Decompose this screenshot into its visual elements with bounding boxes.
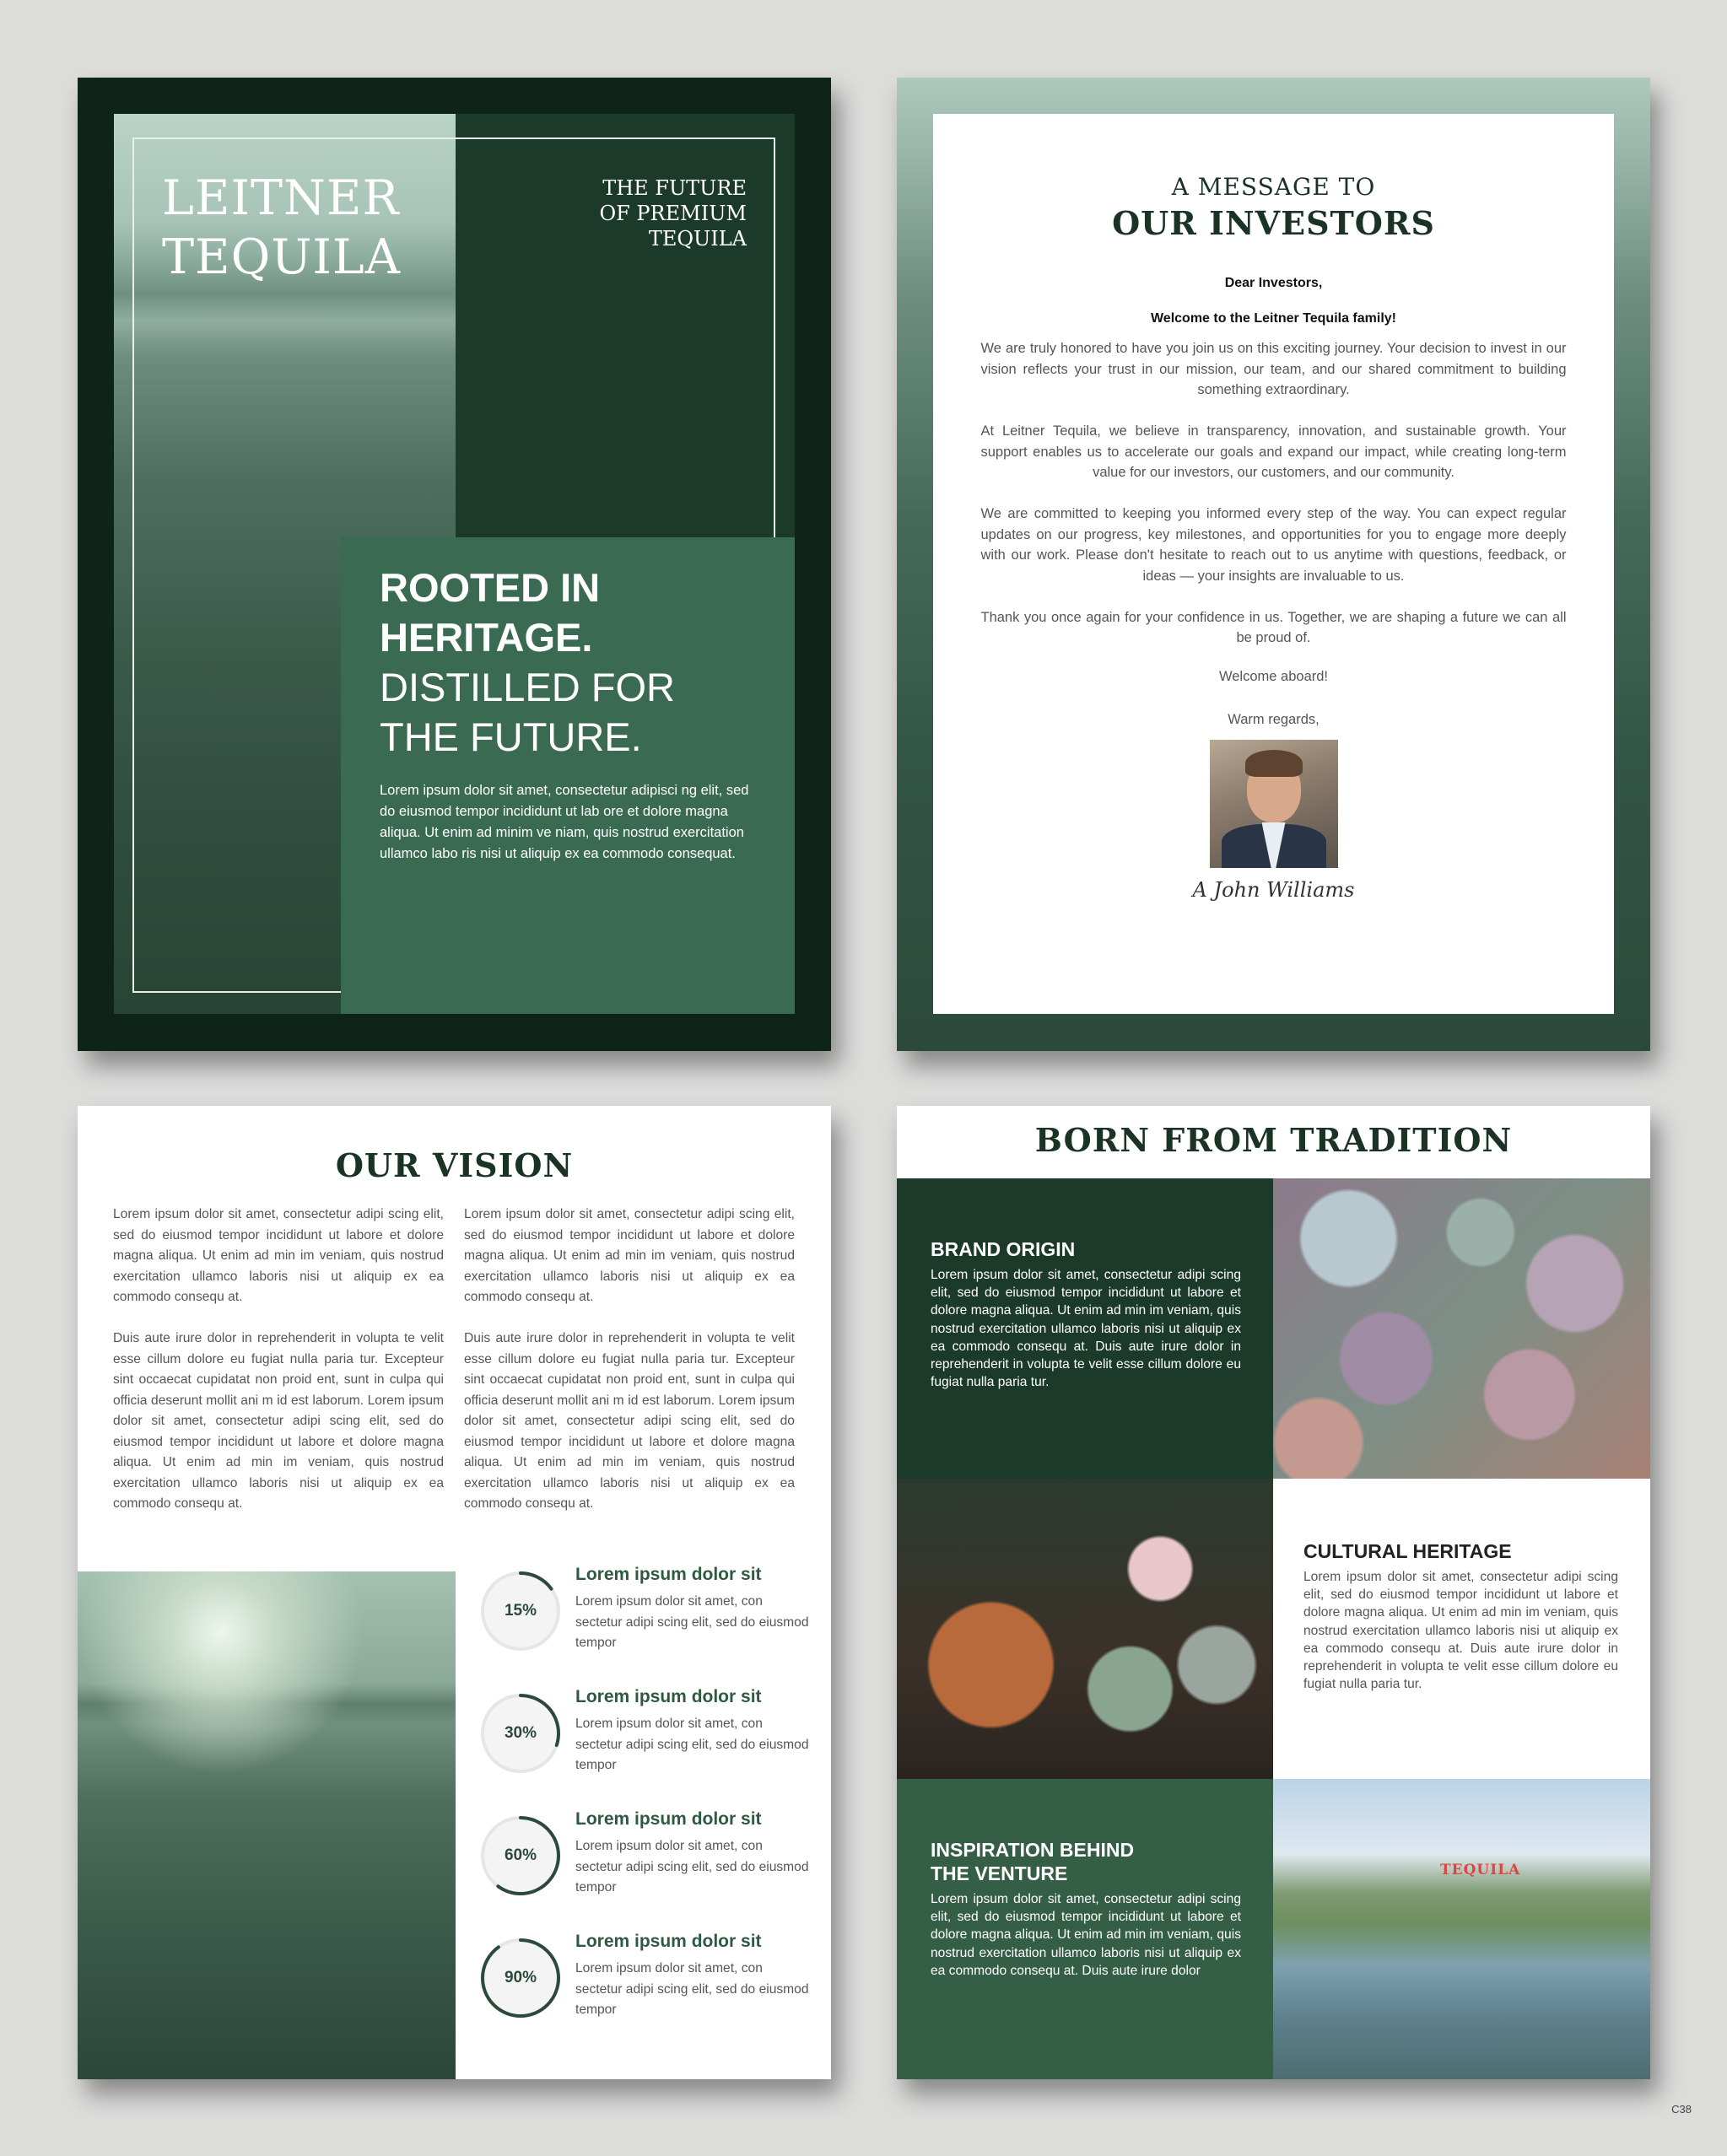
letter-paragraph: We are committed to keeping you informed every step of the way. You can expect regular updates on our progress, key milestones, and opportunities for you to engage more deeply with our work. Please don't hesitate to reach out to us anytime with questions, feedback, or ideas — your insights are invaluable to us. (980, 506, 1567, 584)
stat-title: Lorem ipsum dolor sit (575, 1809, 762, 1829)
inspiration-block (897, 1779, 1273, 2079)
letter-body (981, 338, 1567, 649)
stat-item (479, 1932, 817, 2041)
stat-title: Lorem ipsum dolor sit (575, 1932, 762, 1951)
letter-closing: Welcome aboard! (1218, 669, 1328, 684)
vision-column-left (113, 1205, 444, 1535)
tequila-sign: TEQUILA (1440, 1862, 1521, 1878)
stat-item (479, 1687, 817, 1797)
cover-headline-light: DISTILLED FOR THE FUTURE. (380, 665, 675, 759)
stat-text: Lorem ipsum dolor sit amet, con sectetur adipi scing elit, sed do eiusmod tempor (575, 1717, 809, 1772)
letter-greeting: Dear Investors, (1224, 276, 1323, 290)
cover-tagline: THE FUTURE OF PREMIUM TEQUILA (599, 176, 747, 251)
stat-percent: 90% (504, 1969, 537, 1986)
letter-regards: Warm regards, (1228, 712, 1320, 727)
ceo-signature: A John Williams (1192, 878, 1355, 902)
letter-paragraph: We are truly honored to have you join us on this exciting journey. Your decision to invest in our vision reflects your trust in our mission, our team, and our shared commitment to building something extraordinary. (980, 341, 1567, 397)
brand-origin-block (897, 1178, 1273, 1479)
progress-ring (479, 1814, 562, 1897)
progress-ring (479, 1570, 562, 1652)
progress-ring (479, 1937, 562, 2019)
investors-page (897, 78, 1650, 1051)
investors-kicker: A MESSAGE TO (1171, 173, 1376, 201)
stat-percent: 30% (504, 1724, 537, 1742)
stat-item (479, 1565, 817, 1674)
inspiration-text: Lorem ipsum dolor sit amet, consectetur adipi scing elit, sed do eiusmod tempor incididunt ut labore et dolore magna aliqua. Ut enim ad min im veniam, quis nostrud exercitation ullamco laboris nisi ut aliquip ex ea commodo consequ at. Duis aute irure dolor (931, 1892, 1241, 1978)
brand-origin-text: Lorem ipsum dolor sit amet, consectetur adipi scing elit, sed do eiusmod tempor incididunt ut labore et dolore magna aliqua. Ut enim ad min im veniam, quis nostrud exercitation ullamco laboris nisi ut aliquip ex ea commodo consequ at. Duis aute irure dolor in reprehenderit in volupta te velit esse cillum dolore eu fugiat nulla paria tur. (931, 1268, 1241, 1390)
ceo-portrait (1210, 740, 1338, 868)
cover-body-text: Lorem ipsum dolor sit amet, consectetur adipisci ng elit, sed do eiusmod tempor incididunt ut lab ore et dolore magna aliqua. Ut enim ad minim ve niam, quis nostrud exercitation ullamco labo ris nisi ut aliquip ex ea commodo consequat. (380, 783, 749, 861)
succulents-photo (1273, 1178, 1650, 1479)
vision-title: OUR VISION (335, 1146, 574, 1184)
cover-headline-box (341, 537, 795, 1014)
brand-origin-title: BRAND ORIGIN (931, 1238, 1076, 1260)
stat-title: Lorem ipsum dolor sit (575, 1565, 762, 1584)
progress-ring (479, 1692, 562, 1775)
brand-title: LEITNER TEQUILA (162, 170, 401, 285)
stat-text: Lorem ipsum dolor sit amet, con sectetur adipi scing elit, sed do eiusmod tempor (575, 1839, 809, 1895)
cultural-heritage-title: CULTURAL HERITAGE (1303, 1540, 1512, 1562)
letter-paragraph: Thank you once again for your confidence in us. Together, we are shaping a future we can all be proud of. (980, 609, 1567, 645)
vision-paragraph: Duis aute irure dolor in reprehenderit in volupta te velit esse cillum dolore eu fugiat nulla paria tur. Excepteur sint occaecat cupidatat non proid ent, sunt in culpa qui officia deserunt mollit ani m id est laborum. Lorem ipsum dolor sit amet, consectetur adipi scing elit, sed do eiusmod tempor incididunt ut labore et dolore magna aliqua. Ut enim ad min im veniam, quis nostrud exercitation ullamco laboris nisi ut aliquip ex ea commodo consequ at. (464, 1331, 795, 1511)
stat-text: Lorem ipsum dolor sit amet, con sectetur adipi scing elit, sed do eiusmod tempor (575, 1594, 809, 1650)
cultural-heritage-block (1273, 1479, 1650, 1779)
cover-headline-bold: ROOTED IN HERITAGE. (380, 565, 601, 660)
page-code: C38 (1671, 2103, 1692, 2116)
stat-percent: 60% (504, 1846, 537, 1864)
tradition-title: BORN FROM TRADITION (1034, 1121, 1513, 1159)
agave-sunrise-photo (78, 1571, 456, 2079)
investors-letter-sheet (933, 114, 1614, 1014)
cover-page (78, 78, 831, 1051)
cultural-heritage-text: Lorem ipsum dolor sit amet, consectetur adipi scing elit, sed do eiusmod tempor incididunt ut labore et dolore magna aliqua. Ut enim ad min im veniam, quis nostrud exercitation ullamco laboris nisi ut aliquip ex ea commodo consequ at. Duis aute irure dolor in reprehenderit in volupta te velit esse cillum dolore eu fugiat nulla paria tur. (1303, 1570, 1618, 1692)
vision-paragraph: Lorem ipsum dolor sit amet, consectetur adipi scing elit, sed do eiusmod tempor incididunt ut labore et dolore magna aliqua. Ut enim ad min im veniam, quis nostrud exercitation ullamco laboris nisi ut aliquip ex ea commodo consequ at. (464, 1207, 795, 1304)
stat-title: Lorem ipsum dolor sit (575, 1687, 762, 1706)
agave-visitors-photo (1273, 1779, 1650, 2079)
stat-item (479, 1809, 817, 1919)
vision-paragraph: Duis aute irure dolor in reprehenderit in volupta te velit esse cillum dolore eu fugiat nulla paria tur. Excepteur sint occaecat cupidatat non proid ent, sunt in culpa qui officia deserunt mollit ani m id est laborum. Lorem ipsum dolor sit amet, consectetur adipi scing elit, sed do eiusmod tempor incididunt ut labore et dolore magna aliqua. Ut enim ad min im veniam, quis nostrud exercitation ullamco laboris nisi ut aliquip ex ea commodo consequ at. (113, 1331, 444, 1511)
stat-percent: 15% (504, 1602, 537, 1620)
investors-title: OUR INVESTORS (1112, 204, 1435, 242)
letter-welcome: Welcome to the Leitner Tequila family! (1150, 311, 1396, 326)
letter-paragraph: At Leitner Tequila, we believe in transparency, innovation, and sustainable growth. Your support enables us to accelerate our goals and expand our impact, while creating long-term value for our investors, our customers, and our community. (980, 423, 1567, 480)
clay-bowls-photo (897, 1479, 1273, 1779)
vision-column-right (464, 1205, 795, 1535)
vision-paragraph: Lorem ipsum dolor sit amet, consectetur adipi scing elit, sed do eiusmod tempor incididunt ut labore et dolore magna aliqua. Ut enim ad min im veniam, quis nostrud exercitation ullamco laboris nisi ut aliquip ex ea commodo consequ at. (113, 1207, 444, 1304)
vision-page (78, 1106, 831, 2079)
tradition-page (897, 1106, 1650, 2079)
stat-text: Lorem ipsum dolor sit amet, con sectetur adipi scing elit, sed do eiusmod tempor (575, 1961, 809, 2017)
inspiration-title: INSPIRATION BEHIND THE VENTURE (931, 1839, 1135, 1884)
